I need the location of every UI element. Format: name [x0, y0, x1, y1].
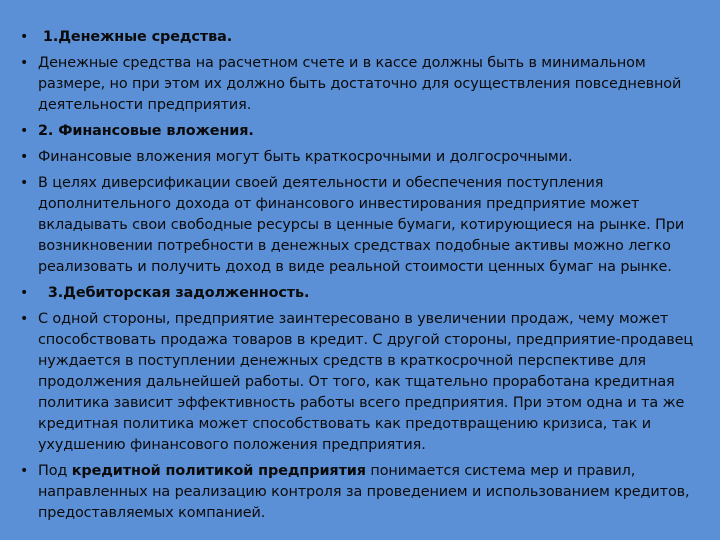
- list-item-cash-heading: [20, 27, 710, 48]
- list-item-credit-policy-text: [20, 461, 710, 524]
- list-item-diversification-text: [20, 173, 710, 278]
- receivables-paragraph: С одной стороны, предприятие заинтересовано в увеличении продаж, чему может способствовать продажа товаров в кредит. С другой стороны, предприятие-продавец нуждается в поступлении денежных средств в краткосрочной перспективе для продолжения дальнейшей работы. От того, как тщательно проработана кредитная политика зависит эффективность работы всего предприятия. При этом одна и та же кредитная политика может способствовать как предотвращению кризиса, так и ухудшению финансового положения предприятия.: [38, 311, 694, 453]
- bullet-icon: •: [20, 55, 29, 71]
- bullet-icon: •: [20, 175, 29, 191]
- diversification-paragraph: В целях диверсификации своей деятельности и обеспечения поступления дополнительного дохода от финансового инвестирования предприятие может вкладывать свои свободные ресурсы в ценные бумаги, котирующиеся на рынке. При возникновении потребности в денежных средствах подобные активы можно легко реализовать и получить доход в виде реальной стоимости ценных бумаг на рынке.: [38, 175, 685, 275]
- bullet-icon: •: [20, 29, 29, 45]
- cash-paragraph: Денежные средства на расчетном счете и в кассе должны быть в минимальном размере, но при этом их должно быть достаточно для осуществления повседневной деятельности предприятия.: [38, 55, 682, 113]
- credit-policy-prefix: Под: [38, 463, 72, 479]
- bullet-icon: •: [20, 123, 29, 139]
- bullet-icon: •: [20, 149, 29, 165]
- list-item-receivables-heading: [20, 283, 710, 304]
- bullet-icon: •: [20, 463, 29, 479]
- bullet-list: [20, 27, 710, 529]
- credit-policy-term: кредитной политикой предприятия: [71, 463, 366, 479]
- list-item-receivables-text: [20, 309, 710, 456]
- heading-cash: 1.Денежные средства.: [38, 29, 233, 45]
- bullet-icon: •: [20, 285, 29, 301]
- list-item-investments-heading: [20, 121, 710, 142]
- investments-paragraph: Финансовые вложения могут быть краткосрочными и долгосрочными.: [38, 149, 573, 165]
- list-item-cash-text: [20, 53, 710, 116]
- heading-receivables: 3.Дебиторская задолженность.: [38, 285, 310, 301]
- heading-investments: 2. Финансовые вложения.: [38, 123, 254, 139]
- credit-policy-suffix: понимается система мер и правил, направленных на реализацию контроля за проведением и использованием кредитов, предоставляемых компанией.: [38, 463, 690, 521]
- bullet-icon: •: [20, 311, 29, 327]
- list-item-investments-text: [20, 147, 710, 168]
